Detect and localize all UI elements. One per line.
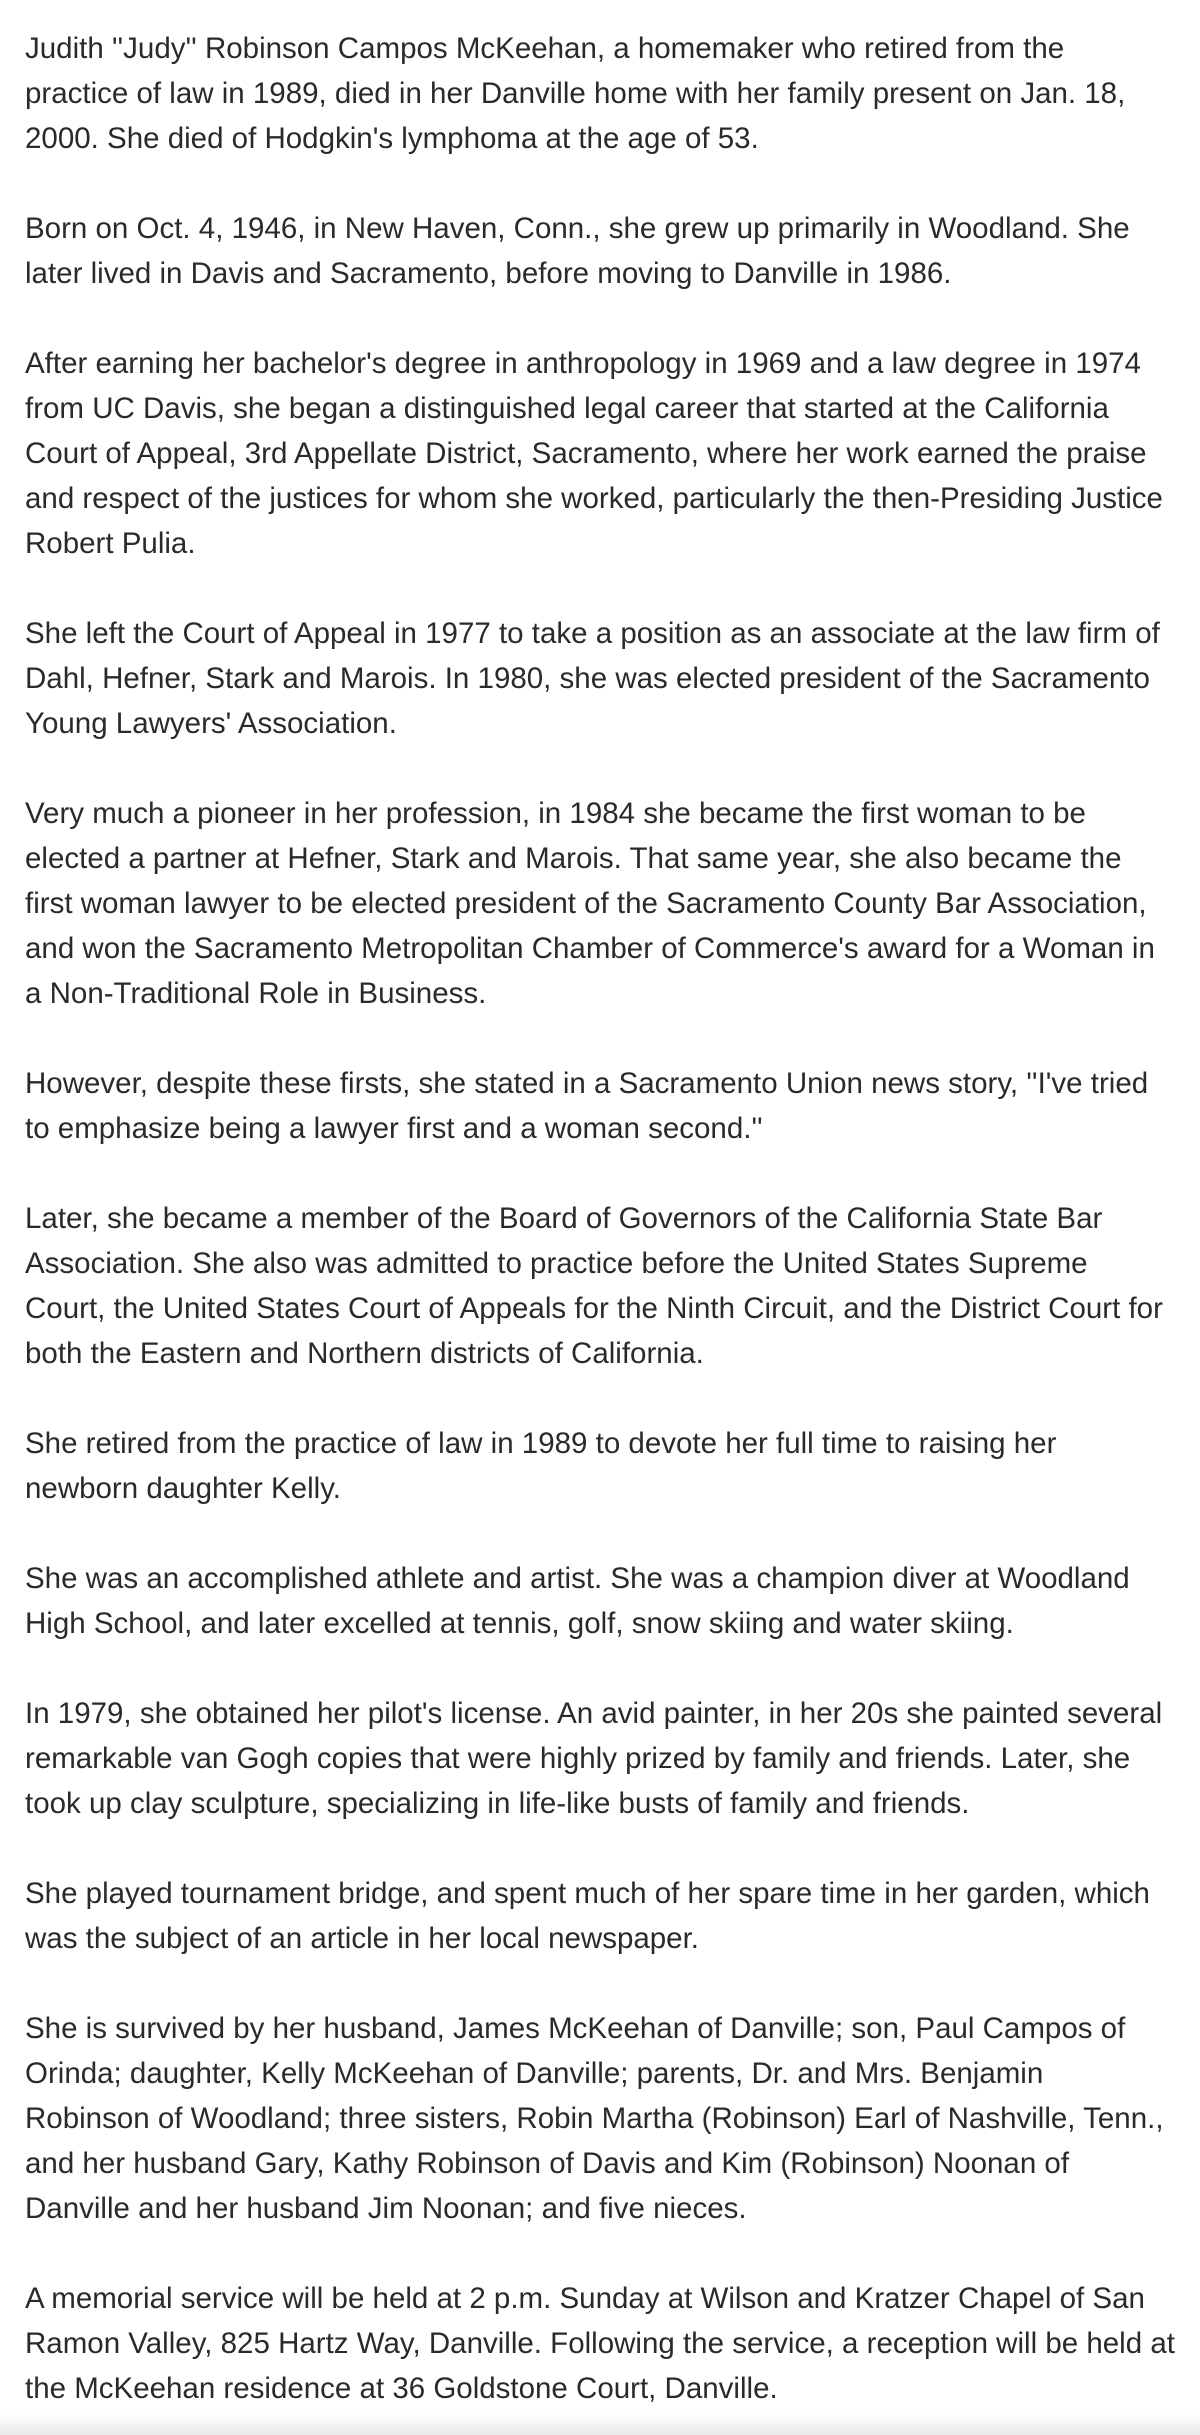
paragraph-retirement: She retired from the practice of law in 1989 to devote her full time to raising her newborn daughter Kelly. — [25, 1427, 1057, 1505]
bottom-fade — [0, 2413, 1200, 2435]
paragraph-pioneer: Very much a pioneer in her profession, in 1984 she became the first woman to be elected a partner at Hefner, Stark and Marois. That same year, she also became the first woman lawyer to be elected president of the Sacramento County Bar Association, and won the Sacramento Metropolitan Chamber of Commerce's award for a Woman in a Non-Traditional Role in Business. — [25, 797, 1155, 1010]
paragraph-early-life: Born on Oct. 4, 1946, in New Haven, Conn., she grew up primarily in Woodland. She later lived in Davis and Sacramento, before moving to Danville in 1986. — [25, 212, 1130, 290]
paragraph-education-career: After earning her bachelor's degree in anthropology in 1969 and a law degree in 1974 from UC Davis, she began a distinguished legal career that started at the California Court of Appeal, 3rd Appellate District, Sacramento, where her work earned the praise and respect of the justices for whom she worked, particularly the then-Presiding Justice Robert Pulia. — [25, 347, 1163, 560]
paragraph-bar-governors: Later, she became a member of the Board of Governors of the California State Bar Association. She also was admitted to practice before the United States Supreme Court, the United States Court of Appeals for the Ninth Circuit, and the District Court for both the Eastern and Northern districts of California. — [25, 1202, 1163, 1370]
paragraph-survivors: She is survived by her husband, James McKeehan of Danville; son, Paul Campos of Orinda; daughter, Kelly McKeehan of Danville; parents, Dr. and Mrs. Benjamin Robinson of Woodland; three sisters, Robin Martha (Robinson) Earl of Nashville, Tenn., and her husband Gary, Kathy Robinson of Davis and Kim (Robinson) Noonan of Danville and her husband Jim Noonan; and five nieces. — [25, 2012, 1164, 2225]
paragraph-memorial-service: A memorial service will be held at 2 p.m. Sunday at Wilson and Kratzer Chapel of San Ramon Valley, 825 Hartz Way, Danville. Following the service, a reception will be held at the McKeehan residence at 36 Goldstone Court, Danville. — [25, 2282, 1175, 2405]
paragraph-quote: However, despite these firsts, she stated in a Sacramento Union news story, ''I've tried to emphasize being a lawyer first and a woman second.'' — [25, 1067, 1149, 1145]
paragraph-athlete-artist: She was an accomplished athlete and artist. She was a champion diver at Woodland High School, and later excelled at tennis, golf, snow skiing and water skiing. — [25, 1562, 1130, 1640]
paragraph-death-notice: Judith ''Judy'' Robinson Campos McKeehan, a homemaker who retired from the practice of law in 1989, died in her Danville home with her family present on Jan. 18, 2000. She died of Hodgkin's lymphoma at the age of 53. — [25, 32, 1126, 155]
paragraph-law-firm: She left the Court of Appeal in 1977 to take a position as an associate at the law firm of Dahl, Hefner, Stark and Marois. In 1980, she was elected president of the Sacramento Young Lawyers' Association. — [25, 617, 1160, 740]
paragraph-bridge-garden: She played tournament bridge, and spent much of her spare time in her garden, which was the subject of an article in her local newspaper. — [25, 1877, 1150, 1955]
obituary-article — [25, 26, 1175, 2411]
paragraph-hobbies: In 1979, she obtained her pilot's license. An avid painter, in her 20s she painted several remarkable van Gogh copies that were highly prized by family and friends. Later, she took up clay sculpture, specializing in life-like busts of family and friends. — [25, 1697, 1163, 1820]
